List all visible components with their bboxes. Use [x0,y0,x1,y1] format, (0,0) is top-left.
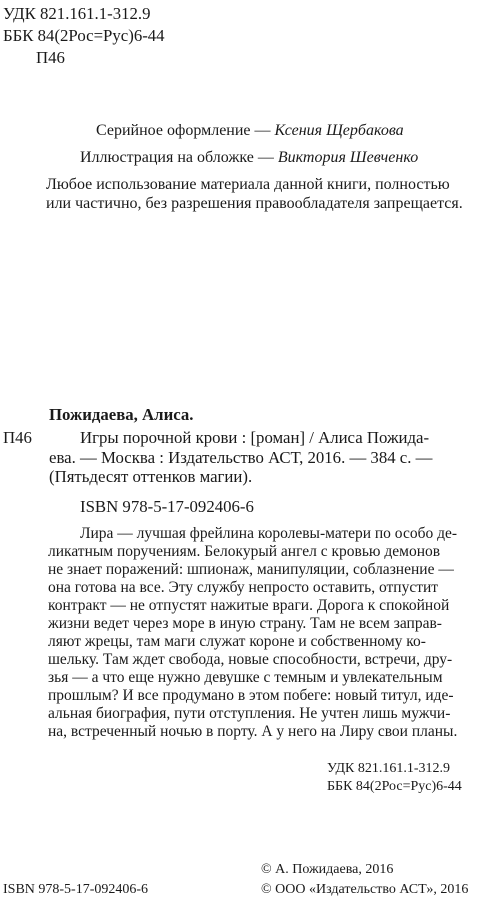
annotation-line: она готова на все. Эту службу непросто оставить, отпустит [48,579,439,596]
catalog-line-2: ева. — Москва : Издательство АСТ, 2016. — 384 с. — [49,448,433,467]
copyright-publisher: © ООО «Издательство АСТ», 2016 [261,882,469,897]
catalog-line-3: (Пятьдесят оттенков магии). [49,467,253,486]
catalog-author-mark: П46 [3,428,32,447]
series-designer-name: Ксения Щербакова [274,122,404,139]
catalog-line-1: Игры порочной крови : [роман] / Алиса Пожида- [80,428,430,447]
bbk-code-bottom: ББК 84(2Рос=Рус)6-44 [327,779,462,794]
annotation-line: прошлым? И все продумано в этом побеге: новый титул, иде- [48,687,454,704]
annotation-line: жизни ведет через море в иную страну. Там не всем заправ- [48,615,442,632]
series-design-label: Серийное оформление — [96,122,275,139]
annotation-line: на, встреченный ночью в порту. А у него на Лиру свои планы. [48,723,458,740]
annotation-line: ликатным поручениям. Белокурый ангел с кровью демонов [48,543,441,560]
catalog-author-heading: Пожидаева, Алиса. [49,405,194,424]
annotation-line: альная биография, пути отступления. Не учтен лишь мужчи- [48,705,451,722]
annotation-line: ляют жрецы, там маги служат короне и собственному ко- [48,633,426,650]
bbk-code-top: ББК 84(2Рос=Рус)6-44 [3,26,165,45]
annotation-line: зья — а что еще нужно девушке с темным и увлекательным [48,669,443,686]
rights-notice-line-1: Любое использование материала данной книги, полностью [46,176,450,193]
series-design-credit [96,122,404,141]
annotation-line: Лира — лучшая фрейлина королевы-матери по особо де- [80,525,458,542]
book-annotation [48,525,457,741]
annotation-line: не знает поражений: шпионаж, манипуляции, соблазнение — [48,561,454,578]
cover-illustration-credit [80,149,418,168]
rights-notice-line-2: или частично, без разрешения правообладателя запрещается. [46,195,463,212]
copyright-author: © А. Пожидаева, 2016 [261,862,394,877]
annotation-line: шельку. Там ждет свобода, новые способности, встречи, дру- [48,651,453,668]
annotation-line: контракт — не отпустят нажитые враги. Дорога к спокойной [48,597,450,614]
udk-code-top: УДК 821.161.1-312.9 [3,4,151,23]
cover-illustrator-name: Виктория Шевченко [277,149,419,166]
cover-illustration-label: Иллюстрация на обложке — [80,149,278,166]
isbn-bottom: ISBN 978-5-17-092406-6 [3,882,149,897]
author-mark-top: П46 [36,48,65,67]
catalog-isbn: ISBN 978-5-17-092406-6 [80,497,254,516]
udk-code-bottom: УДК 821.161.1-312.9 [327,761,451,776]
